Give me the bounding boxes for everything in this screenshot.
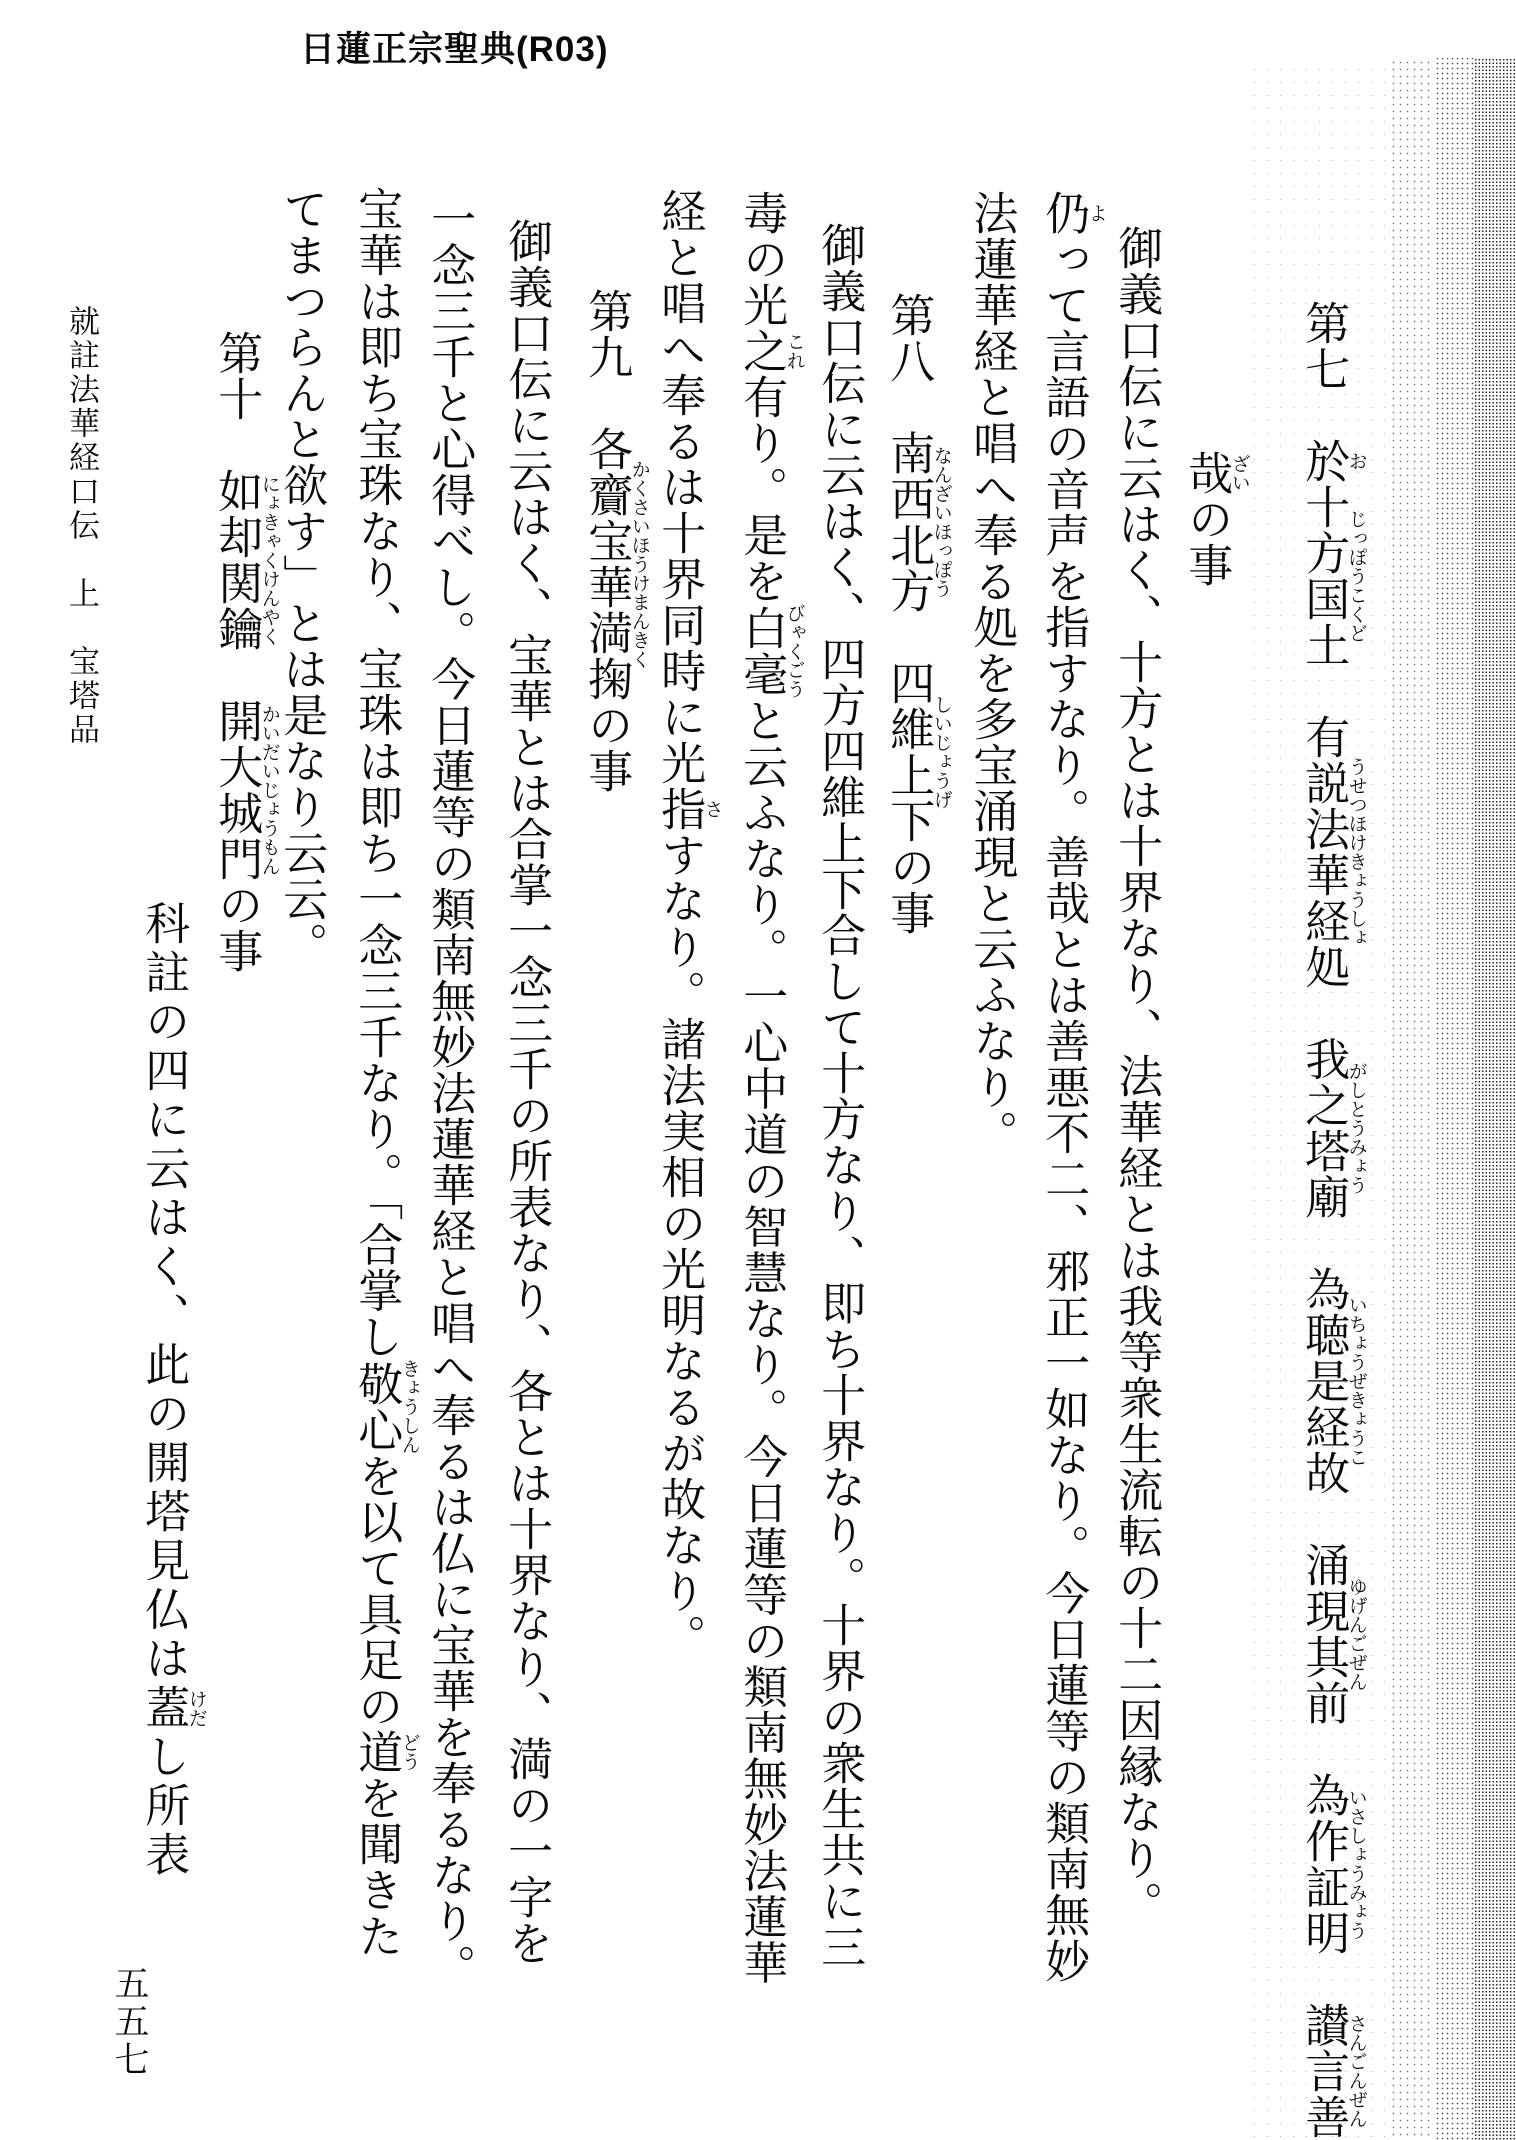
column-s7-body-1: 御義口伝に云はく、十方とは十界なり、法華経とは我等衆生流転の十二因縁なり。 [1111, 225, 1162, 1927]
column-s8-body-1: 御義口伝に云はく、四方四維上下合して十方なり、即ち十界なり。十界の衆生共に三 [814, 222, 865, 1970]
column-s8-body-3: 経と唱へ奉るは十界同時に光指さすなり。諸法実相の光明なるが故なり。 [654, 188, 723, 1660]
column-s10-heading: 第十 如却関鑰にょきゃくけんやく 開大城門かいだいじょうもんの事 [211, 330, 280, 974]
column-s9-heading: 第九 各齎宝華満掬かくさいほうけまんきくの事 [581, 288, 650, 794]
column-s7-heading: 第七 於お十方国土じっぽうこくど 有説法華経処うせつほけきょうしょ 我之塔廟がしとうみょう 為聴是経故いちょうぜきょうこ 涌現其前ゆげんごぜん 為作証明いさしょうみょう 讃言善さんごんぜん [1298, 300, 1367, 2140]
scan-noise-band-light [1388, 58, 1434, 2140]
running-title: 就註法華経口伝 上 宝塔品 [64, 305, 99, 747]
page-header-title: 日蓮正宗聖典(R03) [300, 30, 609, 69]
column-s9-body-2: 一念三千と心得べし。今日蓮等の類南無妙法蓮華経と唱へ奉るは仏に宝華を奉るなり。 [424, 196, 475, 1990]
column-s7-heading-wrap: 哉ざいの事 [1181, 450, 1250, 588]
column-s7-body-2: 仍よって言語の音声を指すなり。善哉とは善悪不二、邪正一如なり。今日蓮等の類南無妙 [1038, 190, 1107, 1984]
page-number: 五五七 [110, 1965, 149, 2079]
column-s8-body-2: 毒の光之これ有り。是を白毫びゃくごうと云ふなり。一心中道の智慧なり。今日蓮等の類南無妙法蓮華 [736, 190, 805, 1986]
column-s9-body-3: 宝華は即ち宝珠なり、宝珠は即ち一念三千なり。「合掌し敬心きょうしんを以て具足の道どうを聞きた [351, 186, 420, 1959]
column-s7-body-3: 法蓮華経と唱へ奉る処を多宝涌現と云ふなり。 [966, 190, 1017, 1156]
scan-noise-band-dark [1474, 58, 1516, 2140]
scan-noise-band-medium [1434, 58, 1474, 2140]
column-s9-body-4: てまつらんと欲す」とは是なり云云。 [276, 186, 327, 968]
column-s10-body-1: 科註の四に云はく、此の開塔見仏は蓋けだし所表 [138, 900, 207, 1880]
column-s9-body-1: 御義口伝に云はく、宝華とは合掌一念三千の所表なり、各とは十界なり、満の一字を [501, 218, 552, 1966]
column-s8-heading: 第八 南西北方なんざいほっぽう 四維上下しいじょうげの事 [883, 292, 952, 936]
